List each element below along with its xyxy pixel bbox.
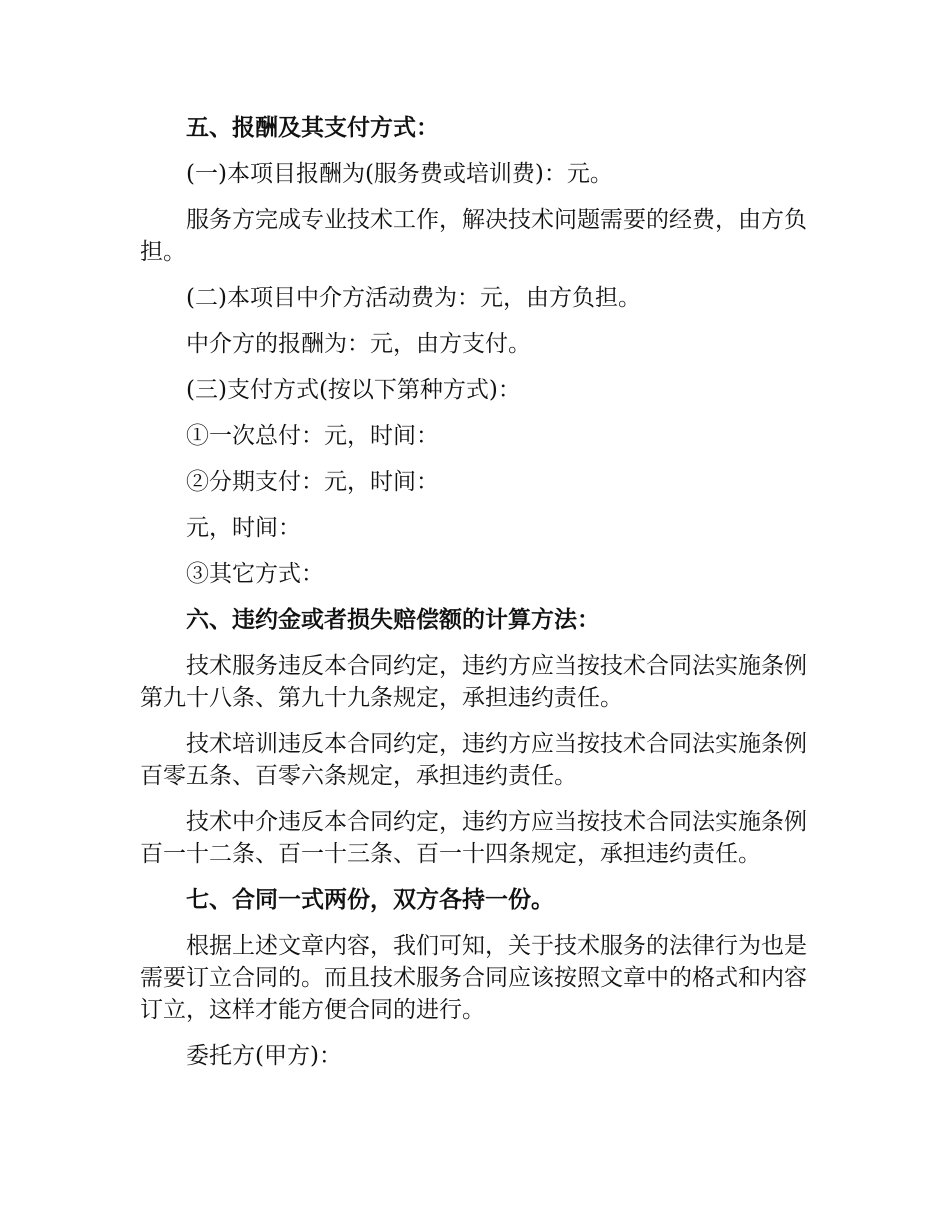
paragraph: 根据上述文章内容，我们可知，关于技术服务的法律行为也是需要订立合同的。而且技术服务合同应该按照文章中的格式和内容订立，这样才能方便合同的进行。 xyxy=(140,933,807,1023)
paragraph: 技术培训违反本合同约定，违约方应当按技术合同法实施条例百零五条、百零六条规定，承担违约责任。 xyxy=(140,731,807,789)
signature-line-client: 委托方(甲方)： xyxy=(186,1043,342,1069)
paragraph: 元，时间： xyxy=(186,515,301,541)
paragraph: ①一次总付：元，时间： xyxy=(186,423,439,449)
section-heading-5: 五、报酬及其支付方式： xyxy=(186,114,439,141)
paragraph: (一)本项目报酬为(服务费或培训费)：元。 xyxy=(186,161,613,187)
paragraph: 技术服务违反本合同约定，违约方应当按技术合同法实施条例第九十八条、第九十九条规定，承担违约责任。 xyxy=(140,653,807,711)
paragraph: ②分期支付：元，时间： xyxy=(186,469,439,495)
document-body xyxy=(140,112,812,1086)
paragraph: ③其它方式： xyxy=(186,561,324,587)
section-heading-7: 七、合同一式两份，双方各持一份。 xyxy=(186,886,554,913)
paragraph: (三)支付方式(按以下第种方式)： xyxy=(186,377,521,403)
section-heading-6: 六、违约金或者损失赔偿额的计算方法： xyxy=(186,606,600,633)
paragraph: 服务方完成专业技术工作，解决技术问题需要的经费，由方负担。 xyxy=(140,207,807,265)
paragraph: 中介方的报酬为：元，由方支付。 xyxy=(186,331,531,357)
paragraph: (二)本项目中介方活动费为：元，由方负担。 xyxy=(186,285,641,311)
paragraph: 技术中介违反本合同约定，违约方应当按技术合同法实施条例百一十二条、百一十三条、百一十四条规定，承担违约责任。 xyxy=(140,809,807,867)
